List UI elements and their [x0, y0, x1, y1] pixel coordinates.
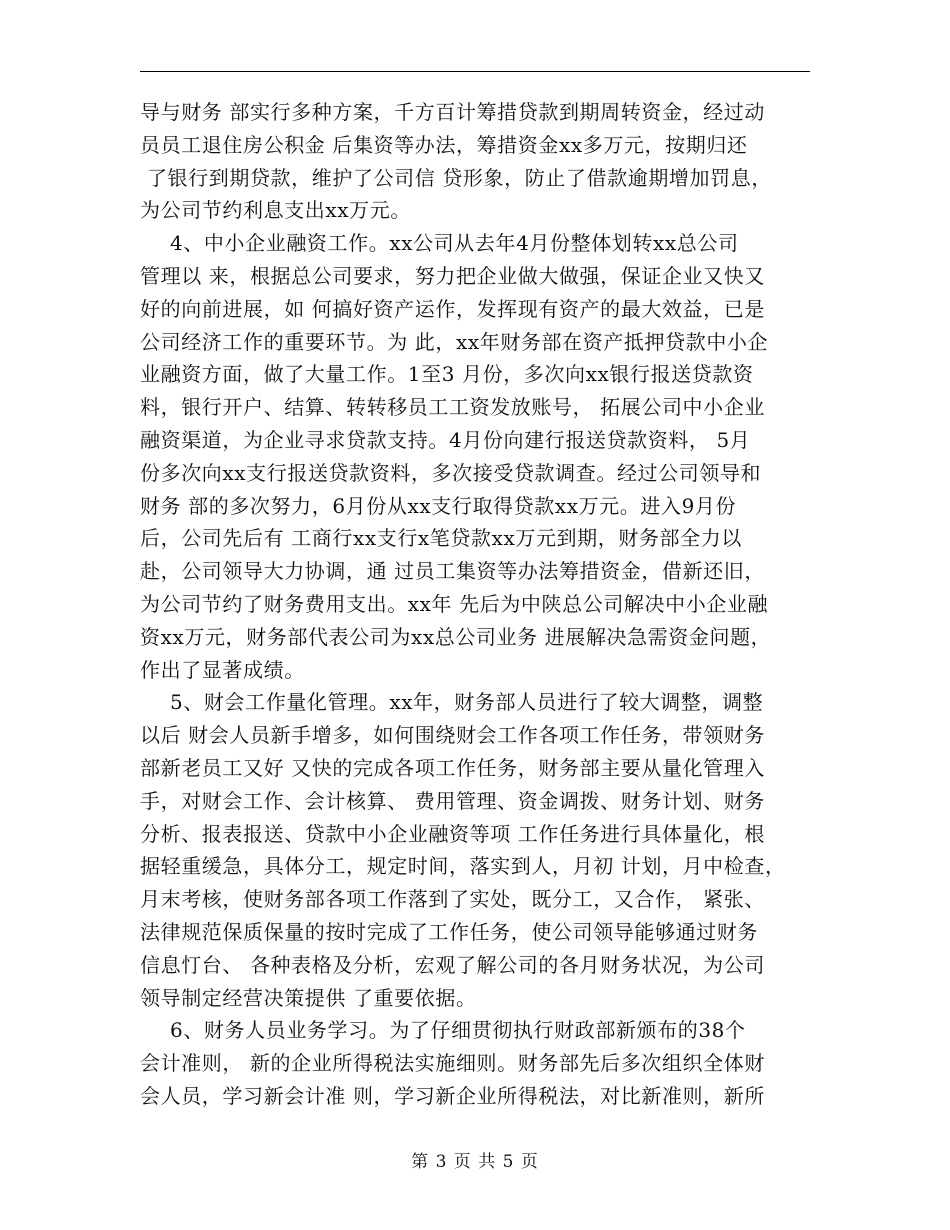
header-rule — [140, 71, 810, 72]
text-line: 公司经济工作的重要环节。为 此，xx年财务部在资产抵押贷款中小企 — [140, 329, 769, 354]
text-line: 领导制定经营决策提供 了重要依据。 — [140, 985, 477, 1010]
text-line: 会人员，学习新会计准 则，学习新企业所得税法，对比新准则，新所 — [140, 1083, 765, 1108]
text-line: 赴，公司领导大力协调，通 过员工集资等办法筹措资金，借新还旧， — [140, 559, 765, 584]
text-line: 分析、报表报送、贷款中小企业融资等项 工作任务进行具体量化，根 — [140, 821, 765, 846]
text-line: 4、中小企业融资工作。xx公司从去年4月份整体划转xx总公司 — [170, 231, 739, 256]
text-line: 份多次向xx支行报送贷款资料，多次接受贷款调查。经过公司领导和 — [140, 460, 762, 485]
text-line: 作出了显著成绩。 — [140, 657, 305, 682]
text-line: 手，对财会工作、会计核算、 费用管理、资金调拨、财务计划、财务 — [140, 788, 765, 813]
text-line: 导与财务 部实行多种方案，千方百计筹措贷款到期周转资金，经过动 — [140, 100, 765, 124]
text-line: 管理以 来，根据总公司要求，努力把企业做大做强，保证企业又快又 — [140, 263, 765, 288]
text-line: 部新老员工又好 又快的完成各项工作任务，财务部主要从量化管理入 — [140, 755, 765, 780]
text-line: 员员工退住房公积金 后集资等办法，筹措资金xx多万元，按期归还 — [140, 132, 748, 157]
text-line: 好的向前进展，如 何搞好资产运作，发挥现有资产的最大效益，已是 — [140, 296, 765, 321]
page-footer: 第 3 页 共 5 页 — [411, 1152, 539, 1172]
text-line: 了银行到期贷款，维护了公司信 贷形象，防止了借款逾期增加罚息， — [140, 165, 772, 190]
text-line: 会计准则， 新的企业所得税法实施细则。财务部先后多次组织全体财 — [140, 1051, 765, 1076]
text-line: 资xx万元，财务部代表公司为xx总公司业务 进展解决急需资金问题， — [140, 624, 772, 649]
text-line: 月末考核，使财务部各项工作落到了实处，既分工，又合作， 紧张、 — [140, 887, 765, 912]
text-line: 后，公司先后有 工商行xx支行x笔贷款xx万元到期，财务部全力以 — [140, 526, 742, 551]
text-line: 为公司节约利息支出xx万元。 — [140, 198, 411, 223]
text-line: 5、财会工作量化管理。xx年，财务部人员进行了较大调整，调整 — [170, 690, 764, 715]
text-line: 据轻重缓急，具体分工，规定时间，落实到人，月初 计划，月中检查， — [140, 854, 786, 879]
body-text — [140, 96, 820, 1113]
text-line: 信息忊台、 各种表格及分析，宏观了解公司的各月财务状况，为公司 — [140, 952, 765, 977]
text-line: 法律规范保质保量的按时完成了工作任务，使公司领导能够通过财务 — [140, 919, 758, 944]
text-line: 以后 财会人员新手增多，如何围绕财会工作各项工作任务，带领财务 — [140, 723, 765, 748]
text-line: 融资渠道，为企业寻求贷款支持。4月份向建行报送贷款资料， 5月 — [140, 427, 751, 452]
text-line: 财务 部的多次努力，6月份从xx支行取得贷款xx万元。进入9月份 — [140, 493, 737, 518]
text-line: 料，银行开户、结算、转转移员工工资发放账号， 拓展公司中小企业 — [140, 395, 765, 420]
text-line: 为公司节约了财务费用支出。xx年 先后为中陕总公司解决中小企业融 — [140, 591, 769, 616]
text-line: 6、财务人员业务学习。为了仔细贯彻执行财政部新颁布的38个 — [170, 1018, 746, 1043]
text-line: 业融资方面，做了大量工作。1至3 月份，多次向xx银行报送贷款资 — [140, 362, 754, 387]
